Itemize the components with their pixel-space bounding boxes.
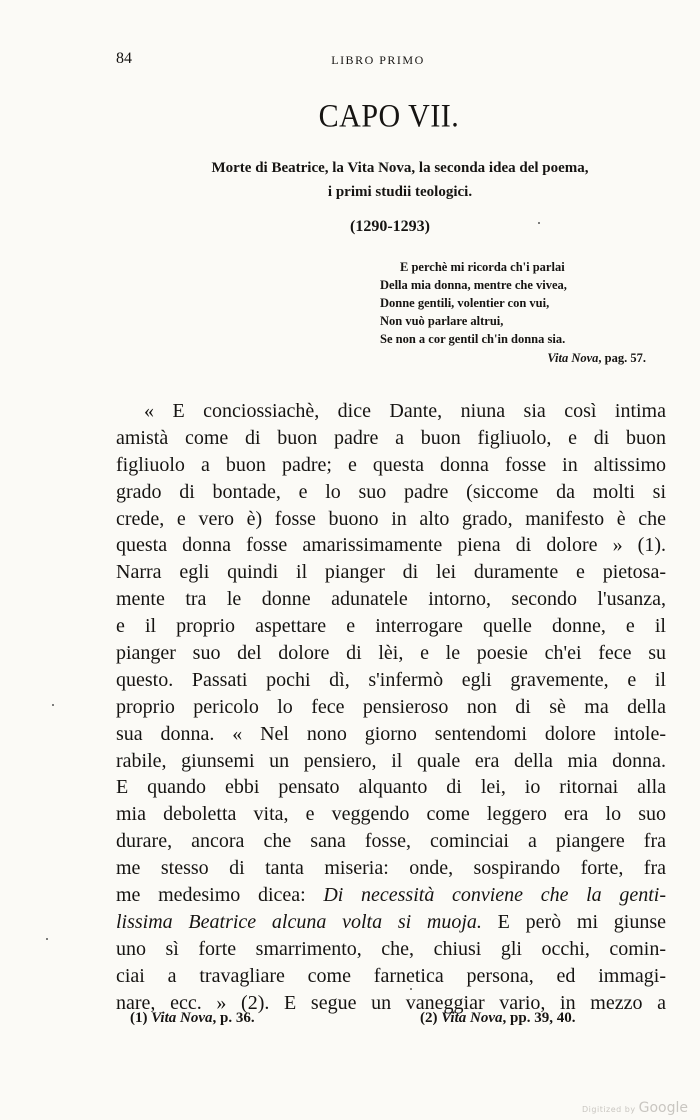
footnote-number: (2) (420, 1010, 442, 1026)
epigraph-line: Non vuò parlare altrui, (380, 314, 504, 328)
epigraph-source (380, 349, 646, 367)
body-line: grado di bontade, e lo suo padre (siccome da molti si (116, 480, 666, 503)
footnote-rest: , pp. 39, 40. (502, 1010, 576, 1026)
body-line: me stesso di tanta miseria: onde, sospirando forte, fra (116, 857, 666, 880)
body-line: questa donna fosse amarissimamente piena di dolore » (1). (116, 534, 666, 557)
book-title: LIBRO PRIMO (331, 53, 425, 67)
body-line: E quando ebbi pensato alquanto di lei, io ritornai alla (116, 776, 666, 799)
subtitle-line: i primi studii teologici. (327, 184, 473, 200)
body-line: Narra egli quindi il pianger di lei duramente e pietosa- (116, 561, 666, 584)
body-line-rest: E però mi giunse (481, 910, 666, 933)
epigraph-line: Della mia donna, mentre che vivea, (380, 278, 567, 292)
chapter-years: (1290-1293) (350, 218, 430, 235)
epigraph-source-page: , pag. 57. (598, 351, 646, 365)
footnote-title: Vita Nova (151, 1010, 213, 1026)
body-line-start: me medesimo dicea: (116, 884, 324, 907)
epigraph-source-title: Vita Nova (547, 351, 599, 365)
body-line (116, 882, 666, 909)
body-line: crede, e vero è) fosse buono in alto grado, manifesto è che (116, 507, 666, 530)
body-line: durare, ancora che sana fosse, cominciai a piangere fra (116, 830, 666, 853)
body-line: pianger suo del dolore di lèi, e le poesie ch'ei fece su (116, 642, 666, 665)
body-line: mente tra le donne adunatele intorno, secondo l'usanza, (116, 588, 666, 611)
body-line: ciai a travagliare come farnetica persona, ed immagi- (116, 964, 666, 987)
body-line: questo. Passati pochi dì, s'infermò egli gravemente, e il (116, 668, 666, 691)
epigraph-line: E perchè mi ricorda ch'i parlai (400, 260, 565, 274)
running-head (116, 50, 640, 70)
epigraph-line: Se non a cor gentil ch'in donna sia. (380, 332, 566, 346)
body-text (116, 398, 666, 1016)
body-line: proprio pericolo lo fece pensieroso non di sè ma della (116, 695, 666, 718)
body-line: « E conciossiachè, dice Dante, niuna sia così intima (144, 400, 666, 422)
body-line: rabile, giunsemi un pensiero, il quale era della mia donna. (116, 749, 666, 772)
chapter-title: CAPO VII. (318, 98, 460, 135)
footnote-number: (1) (130, 1010, 152, 1026)
ink-speck (52, 704, 54, 706)
subtitle-line: Morte di Beatrice, la Vita Nova, la seconda idea del poema, (211, 160, 589, 176)
body-line: sua donna. « Nel nono giorno sentendomi dolore intole- (116, 722, 666, 745)
page-number: 84 (116, 50, 132, 67)
digitization-watermark (582, 1100, 688, 1116)
epigraph-line: Donne gentili, volentier con vui, (380, 296, 550, 310)
body-line-italic: lissima Beatrice alcuna volta si muoja. (116, 910, 482, 933)
ink-speck (46, 938, 48, 940)
watermark-brand: Google (638, 1100, 688, 1116)
footnotes (130, 1010, 640, 1034)
ink-speck (538, 222, 540, 224)
ink-speck (410, 988, 412, 990)
body-line: uno sì forte smarrimento, che, chiusi gli occhi, comin- (116, 937, 666, 960)
footnote-rest: , p. 36. (212, 1010, 255, 1026)
watermark-prefix: Digitized by (582, 1105, 636, 1114)
body-line: e il proprio aspettare e interrogare quelle donne, e il (116, 615, 666, 638)
body-line (116, 909, 666, 936)
epigraph (380, 258, 646, 367)
body-line-italic: Di necessità conviene che la genti- (323, 884, 666, 907)
footnote (420, 1010, 575, 1027)
footnote-title: Vita Nova (441, 1010, 503, 1026)
body-line: mia deboletta vita, e veggendo come leggero era lo suo (116, 803, 666, 826)
body-line: figliuolo a buon padre; e questa donna fosse in altissimo (116, 453, 666, 476)
footnote (130, 1010, 255, 1027)
body-line: nare, ecc. » (2). E segue un vaneggiar vario, in mezzo a (116, 991, 666, 1014)
body-line: amistà come di buon padre a buon figliuolo, e di buon (116, 426, 666, 449)
chapter-subtitle (150, 156, 650, 204)
